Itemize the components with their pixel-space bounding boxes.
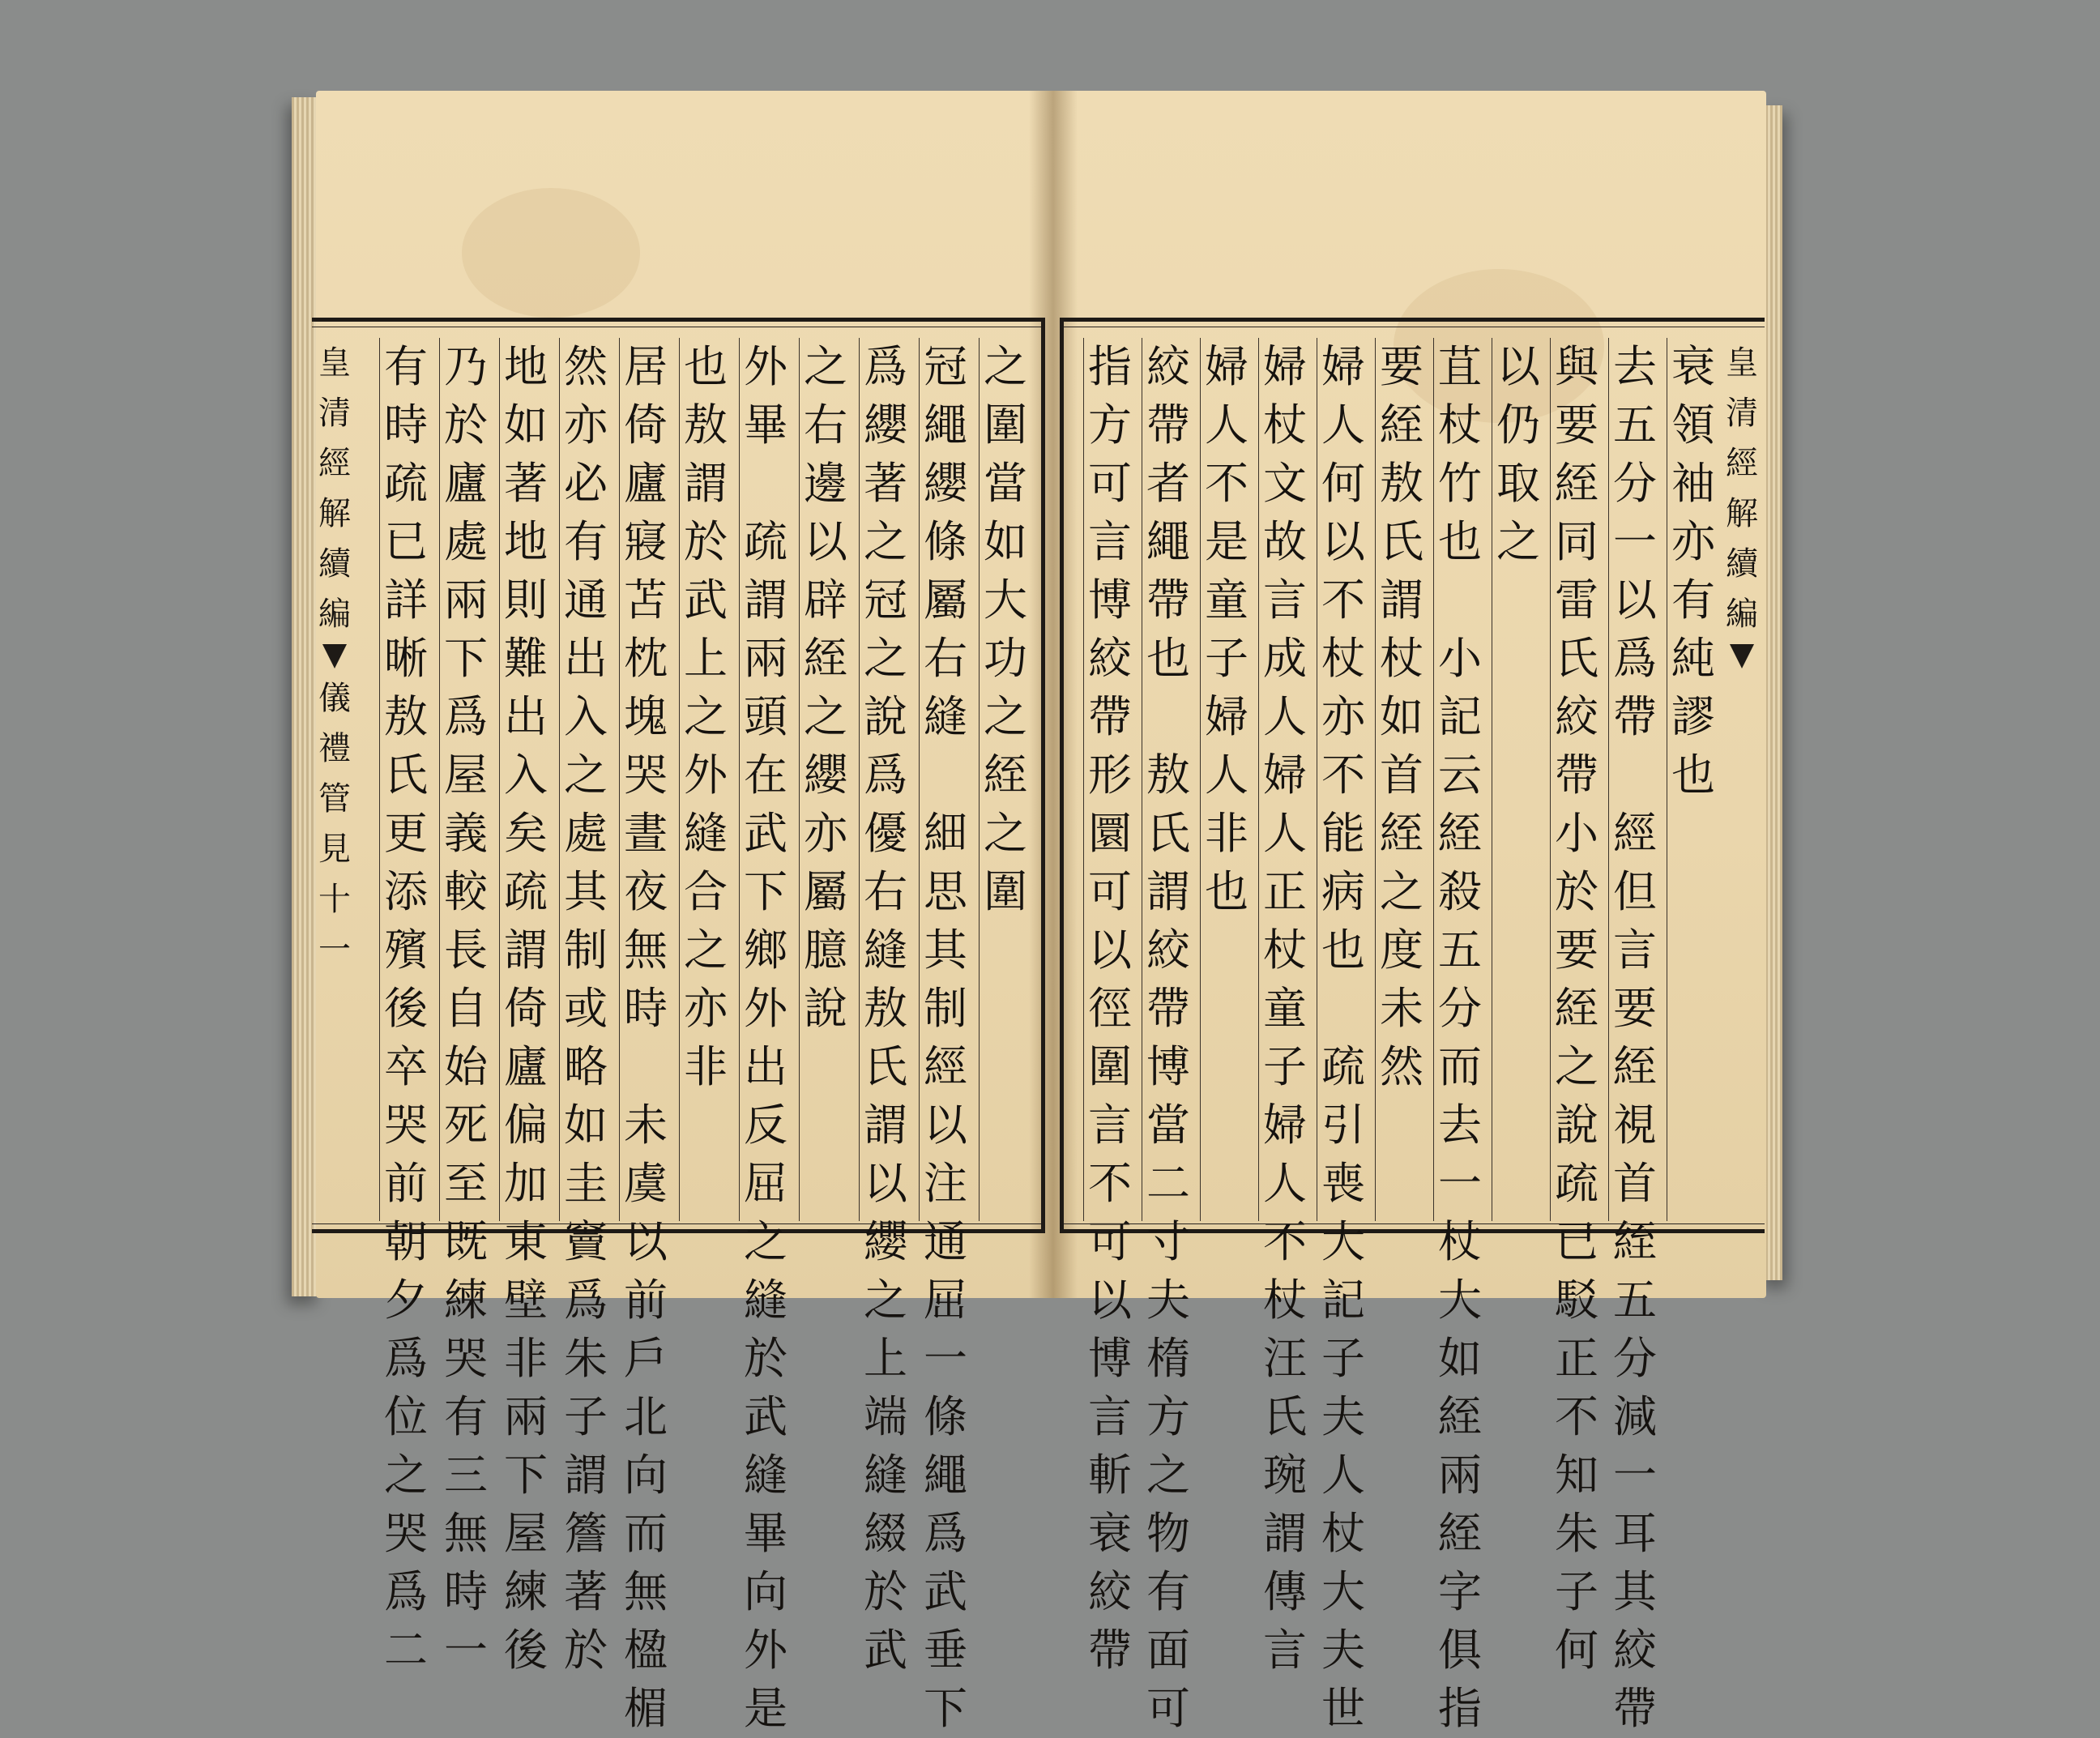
right-page-frame bbox=[1060, 318, 1765, 1734]
right-page-text-column: 苴 杖 竹 也 小 記 云 絰 殺 五 分 而 去 一 杖 大 如 絰 兩 絰 字 俱 指 bbox=[1433, 338, 1486, 1221]
left-margin-title-text: 皇 清 經 解 續 編 bbox=[318, 344, 351, 633]
fish-tail-mark-icon bbox=[1730, 644, 1754, 668]
left-page-text-column: 乃 於 廬 處 兩 下 爲 屋 義 較 長 自 始 死 至 既 練 哭 有 三 無 時 一 bbox=[439, 338, 492, 1221]
left-page-text-column: 冠 繩 纓 條 屬 右 縫 細 思 其 制 經 以 注 通 屈 一 條 繩 爲 武 垂 下 bbox=[919, 338, 971, 1221]
right-page-text-column: 去 五 分 一 以 爲 帶 經 但 言 要 絰 視 首 絰 五 分 減 一 耳 其 絞 帶 bbox=[1608, 338, 1661, 1221]
left-margin-title bbox=[317, 338, 352, 1221]
left-page-text-column: 之 圍 當 如 大 功 之 絰 之 圍 bbox=[979, 338, 1031, 1221]
right-page-text-column: 婦 人 何 以 不 杖 亦 不 能 病 也 疏 引 喪 大 記 子 夫 人 杖 大 夫 世 bbox=[1317, 338, 1369, 1221]
left-page-text-column: 然 亦 必 有 通 出 入 之 處 其 制 或 略 如 圭 竇 爲 朱 子 謂 簷 著 於 bbox=[559, 338, 612, 1221]
left-page-text-column: 地 如 著 地 則 難 出 入 矣 疏 謂 倚 廬 偏 加 東 壁 非 兩 下 屋 練 後 bbox=[499, 338, 552, 1221]
right-page-text-column: 絞 帶 者 繩 帶 也 敖 氏 謂 絞 帶 博 當 二 寸 夫 楕 方 之 物 有 面 可 bbox=[1142, 338, 1194, 1221]
right-page-text-column: 衰 領 袖 亦 有 純 謬 也 bbox=[1667, 338, 1719, 1221]
right-page-text-column: 要 絰 敖 氏 謂 杖 如 首 絰 之 度 未 然 bbox=[1375, 338, 1428, 1221]
right-margin-title-text: 皇 清 經 解 續 編 bbox=[1726, 344, 1758, 633]
right-page-text-column: 婦 杖 文 故 言 成 人 婦 人 正 杖 童 子 婦 人 不 杖 汪 氏 琬 謂 傳 言 bbox=[1258, 338, 1311, 1221]
left-margin-subtitle: 儀 禮 管 見 十 一 bbox=[318, 680, 351, 968]
left-page-text-column: 爲 纓 著 之 冠 之 說 爲 優 右 縫 敖 氏 謂 以 纓 之 上 端 縫 綴 於 武 bbox=[859, 338, 911, 1221]
left-page-text-column: 也 敖 謂 於 武 上 之 外 縫 合 之 亦 非 bbox=[679, 338, 732, 1221]
fish-tail-mark-icon bbox=[322, 644, 347, 668]
left-page-text-column: 之 右 邊 以 辟 絰 之 纓 亦 屬 臆 說 bbox=[799, 338, 852, 1221]
left-page-text-column: 有 時 疏 已 詳 晰 敖 氏 更 添 殯 後 卒 哭 前 朝 夕 爲 位 之 哭 爲 二 bbox=[379, 338, 432, 1221]
right-margin-title bbox=[1724, 338, 1760, 1221]
right-page-text-column: 以 仍 取 之 bbox=[1492, 338, 1544, 1221]
right-page-text-column: 指 方 可 言 博 絞 帶 形 圜 可 以 徑 圍 言 不 可 以 博 言 斬 衰 絞 帶 bbox=[1083, 338, 1136, 1221]
left-page-frame bbox=[312, 318, 1045, 1734]
right-page-text-column: 與 要 絰 同 雷 氏 絞 帶 小 於 要 絰 之 說 疏 已 駁 正 不 知 朱 子 何 bbox=[1550, 338, 1603, 1221]
right-page-text-column: 婦 人 不 是 童 子 婦 人 非 也 bbox=[1200, 338, 1253, 1221]
left-page-text-column: 居 倚 廬 寢 苫 枕 塊 哭 晝 夜 無 時 未 虞 以 前 戶 北 向 而 無 楹 楣 bbox=[619, 338, 672, 1221]
left-page-text-column: 外 畢 疏 謂 兩 頭 在 武 下 鄉 外 出 反 屈 之 縫 於 武 縫 畢 向 外 是 bbox=[739, 338, 792, 1221]
